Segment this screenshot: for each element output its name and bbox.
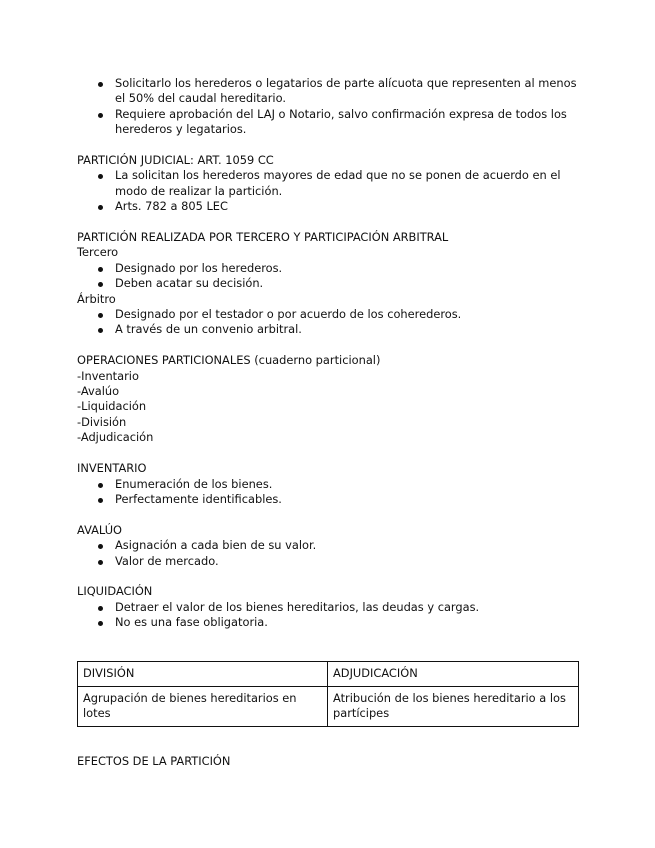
label-arbitro: Árbitro	[77, 291, 116, 306]
table-header-row	[78, 662, 579, 687]
operacion-line: -Avalúo	[77, 384, 120, 399]
spacer	[77, 138, 582, 153]
heading-particion-tercero: PARTICIÓN REALIZADA POR TERCERO Y PARTICIPACIÓN ARBITRAL	[77, 230, 449, 245]
heading-operaciones: OPERACIONES PARTICIONALES (cuaderno particional)	[77, 353, 381, 368]
list-item: Detraer el valor de los bienes hereditarios, las deudas y cargas.	[77, 600, 582, 615]
table-header-adjudicacion: ADJUDICACIÓN	[328, 662, 579, 687]
operacion-line: -División	[77, 414, 127, 429]
avaluo-list	[77, 538, 582, 569]
arbitro-list	[77, 307, 582, 338]
inventario-list	[77, 477, 582, 508]
spacer	[77, 569, 582, 584]
heading-efectos: EFECTOS DE LA PARTICIÓN	[77, 754, 231, 768]
operacion-line: -Inventario	[77, 368, 139, 383]
list-item: Deben acatar su decisión.	[77, 276, 582, 291]
spacer	[77, 338, 582, 353]
heading-inventario: INVENTARIO	[77, 461, 147, 476]
table-cell-division: Agrupación de bienes hereditarios en lotes	[78, 687, 328, 727]
list-item: A través de un convenio arbitral.	[77, 322, 582, 337]
spacer	[77, 215, 582, 230]
label-tercero: Tercero	[77, 245, 119, 260]
liquidacion-list	[77, 600, 582, 631]
list-item: Asignación a cada bien de su valor.	[77, 538, 582, 553]
spacer	[77, 446, 582, 461]
heading-avaluo: AVALÚO	[77, 522, 122, 537]
list-item: Valor de mercado.	[77, 554, 582, 569]
list-item: Designado por el testador o por acuerdo de los coherederos.	[77, 307, 582, 322]
list-item: Arts. 782 a 805 LEC	[77, 199, 582, 214]
division-adjudicacion-table	[77, 661, 579, 727]
list-item: Designado por los herederos.	[77, 261, 582, 276]
table-header-division: DIVISIÓN	[78, 662, 328, 687]
list-item: Enumeración de los bienes.	[77, 477, 582, 492]
list-item: No es una fase obligatoria.	[77, 615, 582, 630]
list-item: Solicitarlo los herederos o legatarios de parte alícuota que representen al menos el 50% del caudal hereditario.	[77, 76, 582, 107]
heading-particion-judicial: PARTICIÓN JUDICIAL: ART. 1059 CC	[77, 153, 274, 168]
list-item: Perfectamente identificables.	[77, 492, 582, 507]
operacion-line: -Adjudicación	[77, 430, 154, 445]
heading-liquidacion: LIQUIDACIÓN	[77, 584, 153, 599]
operacion-line: -Liquidación	[77, 399, 147, 414]
table-row	[78, 687, 579, 727]
document-content	[77, 76, 582, 631]
tercero-list	[77, 261, 582, 292]
table-cell-adjudicacion: Atribución de los bienes hereditario a los partícipes	[328, 687, 579, 727]
spacer	[77, 507, 582, 522]
list-item: Requiere aprobación del LAJ o Notario, salvo confirmación expresa de todos los herederos y legatarios.	[77, 107, 582, 138]
list-item: La solicitan los herederos mayores de edad que no se ponen de acuerdo en el modo de realizar la partición.	[77, 168, 582, 199]
requirements-list	[77, 76, 582, 138]
particion-judicial-list	[77, 168, 582, 214]
